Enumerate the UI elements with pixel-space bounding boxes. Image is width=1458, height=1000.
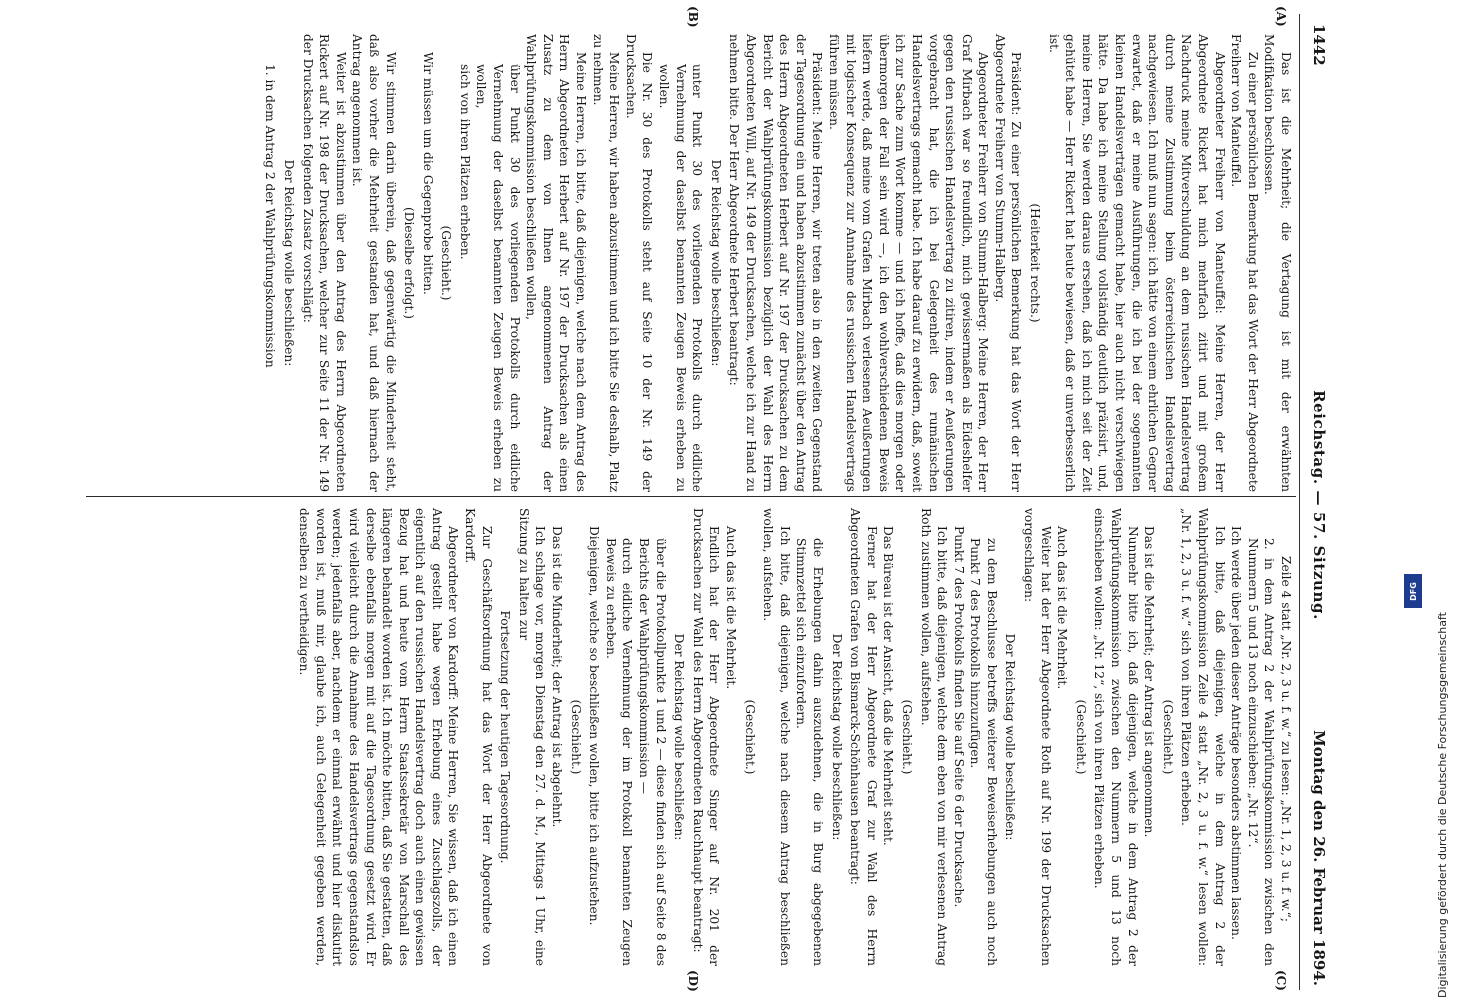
paragraph: über Punkt 30 des vorliegenden Protokolls durch eidliche Vernehmung der daselbst benannten Zeugen Beweis erheben zu wollen, xyxy=(474,64,522,492)
paragraph: Die Nr. 30 des Protokolls steht auf Seite 10 der Nr. 149 der Drucksachen. xyxy=(623,34,655,492)
paragraph: Weiter hat der Herr Abgeordnete Roth auf Nr. 199 der Drucksachen vorgeschlagen: xyxy=(1022,508,1053,966)
digitization-footer xyxy=(1398,568,1449,998)
paragraph: zu dem Beschlusse betreffs weiterer Beweiserhebungen auch noch Punkt 7 des Protokolls hinzuzufügen. xyxy=(968,538,999,966)
dfg-logo-text: DFG xyxy=(1408,581,1418,601)
paragraph: Der Reichstag wolle beschließen: xyxy=(829,633,844,841)
paragraph: (Heiterkeit rechts.) xyxy=(1028,203,1043,323)
paragraph: Weiter ist abzustimmen über den Antrag des Herrn Abgeordneten Rickert auf Nr. 198 der Drucksachen, welcher zur Seite 11 der Nr. 149 der Drucksachen folgenden Zusatz vorschlägt: xyxy=(300,34,348,492)
paragraph: Ich bitte, daß diejenigen, welche nach diesem Antrag beschließen wollen, aufstehen. xyxy=(761,508,792,966)
paragraph: Der Reichstag wolle beschließen: xyxy=(281,159,296,367)
paragraph: Ich schlage vor, morgen Dienstag den 27. d. M., Mittags 1 Uhr, eine Sitzung zu halten zur xyxy=(516,508,548,966)
paragraph: Präsident: Meine Herren, wir treten also in den zweiten Gegenstand der Tagesordnung ein und haben abzustimmen zunächst über den Antrag des Herrn Abgeordneten Herbert auf Nr. 197 der Drucksachen zu dem Bericht der Wahlprüfungskommission bezüglich der Wahl des Herrn Abgeordneten Will, auf Nr. 149 der Drucksachen, welche ich zur Hand zu nehmen bitte. Der Herr Abgeordnete Herbert beantragt: xyxy=(727,34,825,492)
paragraph: Abgeordneter Freiherr von Manteuffel: Meine Herren, der Herr Abgeordnete Rickert hat mich mehrfach zitirt und mit großem Nachdruck meine Mitverschuldung an dem russischen Handelsvertrag durch meine Zustimmung beim österreichischen Handelsvertrag nachgewiesen. Ich muß nun sagen: ich hätte von einem ehrlichen Gegner erwartet, daß er meine Ausführungen, die ich bei der sogenannten kleinen Handelsverträgen gemacht habe, hier auch nicht verschwiegen hätte. Da habe ich meine Stellung vollständig deutlich präzisirt, und, meine Herren, Sie werden daraus ersehen, daß ich mich seit der Zeit gehütet habe — Herr Rickert hat heute bewiesen, daß er unverbesserlich ist. xyxy=(1046,34,1227,492)
paragraph: Nunmehr bitte ich, daß diejenigen, welche in dem Antrag 2 der Wahlprüfungskommission zwischen den Nummern 5 und 13 noch einschieben wollen: „Nr. 12“, sich von ihren Plätzen erheben. xyxy=(1092,508,1140,966)
page-title: Reichstag. — 57. Sitzung. xyxy=(1310,390,1328,620)
paragraph: Der Reichstag wolle beschließen: xyxy=(1003,633,1018,841)
paragraph: Auch das ist die Mehrheit. xyxy=(1055,526,1070,690)
paragraph: Endlich hat der Herr Abgeordnete Singer auf Nr. 201 der Drucksachen zur Wahl des Herrn Abgeordneten Rauchhaupt beantragt: xyxy=(690,508,722,966)
paragraph: Der Reichstag wolle beschließen: xyxy=(672,633,687,841)
paragraph: (Dieselbe erfolgt.) xyxy=(402,206,417,319)
paragraph: Zur Geschäftsordnung hat das Wort der Herr Abgeordnete von Kardorff. xyxy=(463,508,494,966)
paragraph: Ich bitte, daß diejenigen, welche dem eben von mir verlesenen Antrag Roth zustimmen wollen, aufstehen. xyxy=(918,508,950,966)
paragraph: Das ist die Mehrheit; der Antrag ist angenommen. xyxy=(1142,526,1157,838)
paragraph: Abgeordneter von Kardorff: Meine Herren, Sie wissen, daß ich einen Antrag gestellt habe wegen Erhebung eines Zuschlagszolls, der eigentlich auf den russischen Handelsvertrag doch auch einen gewissen Bezug hat und heute vom Herrn Staatssekretär von Marschall des längeren behandelt worden ist. Ich möchte bitten, daß Sie gestatten, daß derselbe ebenfalls morgen mit auf die Tagesordnung gesetzt wird. Er wird vielleicht durch die Annahme des Handelsvertrags gegenstandslos werden; jedenfalls aber, nachdem er einmal erwähnt und hier diskutirt worden ist, muß mir, glaube ich, auch Gelegenheit gegeben werden, denselben zu vertheidigen. xyxy=(297,508,461,966)
paragraph: Präsident: Zu einer persönlichen Bemerkung hat das Wort der Herr Abgeordnete Freiherr von Stumm-Halberg. xyxy=(992,34,1024,492)
paragraph: Zu einer persönlichen Bemerkung hat das Wort der Herr Abgeordnete Freiherr von Manteuffel. xyxy=(1229,34,1260,492)
left-column xyxy=(262,34,1294,492)
session-date: Montag den 26. Februar 1894. xyxy=(1310,730,1328,986)
dfg-logo xyxy=(1404,574,1422,608)
paragraph: die Erhebungen dahin auszudehnen, die in Burg abgegebenen Stimmzettel sich einzufordern. xyxy=(794,538,825,966)
paragraph: durch eidliche Vernehmung der im Protokoll benannten Zeugen Beweis zu erheben. xyxy=(603,538,635,966)
paragraph: Das Büreau ist der Ansicht, daß die Mehrheit steht. xyxy=(881,526,896,846)
right-column xyxy=(296,508,1294,966)
paragraph: Ich werde über jeden dieser Anträge besonders abstimmen lassen. xyxy=(1229,526,1244,940)
margin-mark-b: (B) xyxy=(686,6,700,28)
paragraph: (Geschieht.) xyxy=(1160,699,1175,775)
margin-mark-c: (C) xyxy=(1274,970,1288,991)
paragraph: Meine Herren, ich bitte, daß diejenigen, welche nach dem Antrag des Herrn Abgeordneten Herbert auf Nr. 197 der Drucksachen als einen Zusatz zu dem von Ihnen angenommenen Antrag der Wahlprüfungskommission beschließen wollen, xyxy=(524,34,589,492)
paragraph: sich von ihren Plätzen erheben. xyxy=(457,64,472,260)
paragraph: (Geschieht.) xyxy=(568,699,583,775)
header-rule xyxy=(1299,14,1300,990)
page-number: 1442 xyxy=(1310,24,1328,66)
paragraph: Ferner hat der Herr Abgeordnete Graf zur Wahl des Herrn Abgeordneten Grafen von Bismarck-Schönhausen beantragt: xyxy=(848,508,879,966)
paragraph: Zeile 4 statt „Nr. 2, 3 u. f. w.“ zu lesen: „Nr. 1, 2, 3 u. f. w.“; xyxy=(1279,556,1293,923)
paragraph: (Geschieht.) xyxy=(899,699,914,775)
paragraph: Wir müssen um die Gegenprobe bitten. xyxy=(420,52,435,295)
paragraph: über die Protokollpunkte 1 und 2 — diese finden sich auf Seite 8 des Berichts der Wahlprüfungskommission — xyxy=(637,538,668,966)
paragraph: Ich bitte, daß diejenigen, welche in dem Antrag 2 der Wahlprüfungskommission Zeile 4 statt „Nr. 2, 3 u. f. w.“ lesen wollen: „Nr. 1, 2, 3 u. f. w.“ sich von ihren Plätzen erheben. xyxy=(1179,508,1227,966)
paragraph: Abgeordneter Freiherr von Stumm-Halberg: Meine Herren, der Herr Graf Mirbach war so freundlich, mich gewissermaßen als Eideshelfer gegen den russischen Handelsvertrag zu zitiren, indem er Aeußerungen vorgebracht hat, die ich bei Gelegenheit des rumänischen Handelsvertrags gemacht habe. Ich habe darauf zu erwidern, daß, soweit ich zur Sache zum Wort komme — und ich hoffe, daß dies morgen oder übermorgen der Fall sein wird —, ich den wohlverschiedenen Beweis liefern werde, daß meine vom Grafen Mirbach verlesenen Aeußerungen mit logischer Konsequenz zur Annahme des russischen Handelsvertrags führen müssen. xyxy=(826,34,991,492)
paragraph: (Geschieht.) xyxy=(1073,699,1088,775)
margin-mark-a: (A) xyxy=(1274,6,1288,27)
paragraph: Auch das ist die Mehrheit. xyxy=(724,526,738,690)
paragraph: (Geschieht.) xyxy=(439,225,454,301)
paragraph: Punkt 7 des Protokolls finden Sie auf Seite 6 der Drucksache. xyxy=(951,526,966,908)
margin-mark-d: (D) xyxy=(686,970,700,992)
digitization-note: Digitalisierung gefördert durch die Deutsche Forschungsgemeinschaft xyxy=(1436,612,1449,998)
paragraph: Diejenigen, welche so beschließen wollen, bitte ich aufzustehen. xyxy=(587,526,602,926)
column-divider xyxy=(86,496,1296,497)
paragraph: Das ist die Minderheit; der Antrag ist abgelehnt. xyxy=(550,526,565,828)
paragraph: Wir stimmen darin überein, daß gegenwärtig die Minderheit steht, daß also vorher die Mehrheit gestanden hat, und daß hiernach der Antrag angenommen ist. xyxy=(350,34,398,492)
page-header xyxy=(1306,24,1328,986)
paragraph: 2. in dem Antrag 2 der Wahlprüfungskommission zwischen den Nummern 5 und 13 noch einzuschieben: „Nr. 12“. xyxy=(1245,538,1277,966)
paragraph: (Geschieht.) xyxy=(742,699,757,775)
paragraph: Der Reichstag wolle beschließen: xyxy=(708,159,723,367)
paragraph: unter Punkt 30 des vorliegenden Protokolls durch eidliche Vernehmung der daselbst benannten Zeugen Beweis erheben zu wollen. xyxy=(657,64,705,492)
paragraph: 1. in dem Antrag 2 der Wahlprüfungskommission xyxy=(263,64,278,368)
paragraph: Das ist die Mehrheit; die Vertagung ist mit der erwähnten Modifikation beschlossen. xyxy=(1262,34,1293,492)
paragraph: Fortsetzung der heutigen Tagesordnung. xyxy=(498,610,513,864)
paragraph: Meine Herren, wir haben abzustimmen und ich bitte Sie deshalb, Platz zu nehmen. xyxy=(590,34,622,492)
